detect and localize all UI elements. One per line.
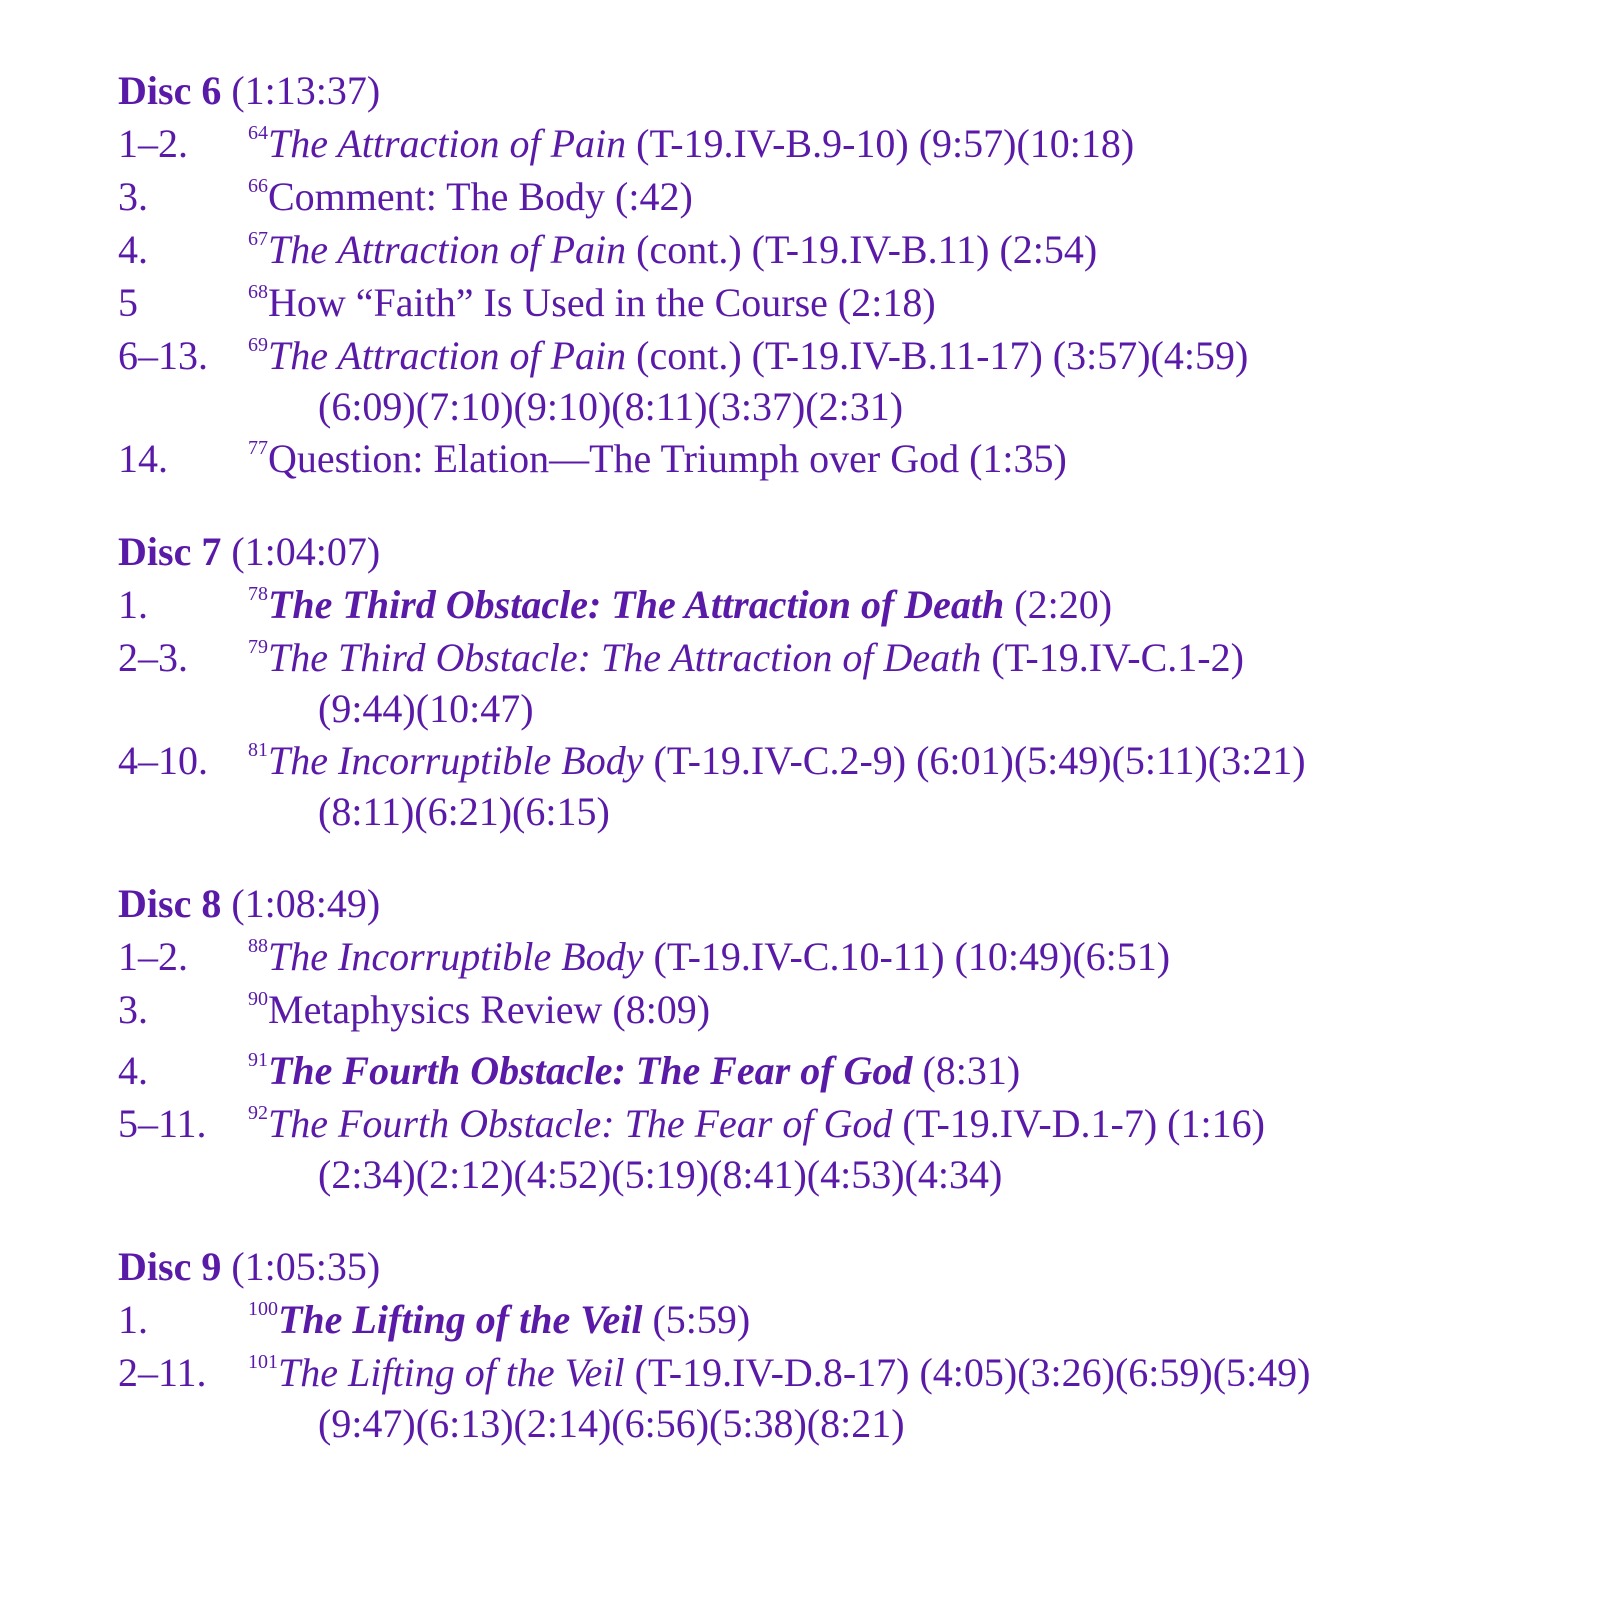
track-number: 4. xyxy=(118,1048,148,1093)
track-number: 1–2. xyxy=(118,934,188,979)
track-details: (T-19.IV-D.1-7) (1:16) xyxy=(892,1101,1265,1146)
disc-label: Disc 6 xyxy=(118,68,222,113)
track-entry xyxy=(118,1346,1558,1449)
disc-label: Disc 9 xyxy=(118,1244,222,1289)
track-entry xyxy=(118,983,1558,1036)
track-number: 3. xyxy=(118,987,148,1032)
track-title: Metaphysics Review xyxy=(268,987,603,1032)
track-title: The Incorruptible Body xyxy=(268,738,644,783)
track-title: The Lifting of the Veil xyxy=(278,1350,625,1395)
track-title: The Attraction of Pain xyxy=(268,121,627,166)
page-reference: 77 xyxy=(248,437,268,459)
track-number: 1–2. xyxy=(118,121,188,166)
track-number: 5 xyxy=(118,280,138,325)
track-number: 14. xyxy=(118,436,168,481)
track-entry xyxy=(118,432,1558,485)
track-entry xyxy=(118,276,1558,329)
track-number: 4–10. xyxy=(118,738,208,783)
track-number: 1. xyxy=(118,1297,148,1342)
track-durations-continued: (2:34)(2:12)(4:52)(5:19)(8:41)(4:53)(4:34) xyxy=(318,1152,1003,1197)
track-details: (T-19.IV-B.9-10) (9:57)(10:18) xyxy=(626,121,1135,166)
track-durations-continued: (8:11)(6:21)(6:15) xyxy=(318,789,610,834)
page-reference: 100 xyxy=(248,1298,278,1320)
track-number: 1. xyxy=(118,582,148,627)
page-reference: 88 xyxy=(248,935,268,957)
track-details: (8:09) xyxy=(602,987,711,1032)
page-reference: 79 xyxy=(248,636,268,658)
disc-header xyxy=(118,525,1558,578)
track-title: The Lifting of the Veil xyxy=(278,1297,643,1342)
track-entry xyxy=(118,1097,1558,1200)
page-reference: 101 xyxy=(248,1351,278,1373)
page-reference: 90 xyxy=(248,988,268,1010)
page-reference: 68 xyxy=(248,281,268,303)
track-entry xyxy=(118,930,1558,983)
track-title: Comment: The Body xyxy=(268,174,606,219)
page-reference: 92 xyxy=(248,1102,268,1124)
track-details: (T-19.IV-C.1-2) xyxy=(981,635,1244,680)
track-details: (cont.) (T-19.IV-B.11) (2:54) xyxy=(626,227,1098,272)
track-details: (cont.) (T-19.IV-B.11-17) (3:57)(4:59) xyxy=(626,333,1249,378)
disc-header xyxy=(118,1240,1558,1293)
page-reference: 69 xyxy=(248,334,268,356)
disc-duration: (1:13:37) xyxy=(231,68,381,113)
track-title: How “Faith” Is Used in the Course xyxy=(268,280,828,325)
disc-9-section xyxy=(118,1240,1558,1449)
track-number: 4. xyxy=(118,227,148,272)
disc-label: Disc 8 xyxy=(118,881,222,926)
page-reference: 67 xyxy=(248,228,268,250)
page-reference: 81 xyxy=(248,739,268,761)
track-listing xyxy=(118,64,1558,1489)
track-details: (2:18) xyxy=(827,280,936,325)
track-number: 5–11. xyxy=(118,1101,207,1146)
track-entry xyxy=(118,329,1558,432)
track-details: (:42) xyxy=(605,174,693,219)
track-entry xyxy=(118,1044,1558,1097)
track-entry xyxy=(118,117,1558,170)
track-number: 3. xyxy=(118,174,148,219)
disc-duration: (1:08:49) xyxy=(231,881,381,926)
track-durations-continued: (9:44)(10:47) xyxy=(318,686,534,731)
track-details: (5:59) xyxy=(642,1297,751,1342)
track-details: (1:35) xyxy=(959,436,1067,481)
track-durations-continued: (9:47)(6:13)(2:14)(6:56)(5:38)(8:21) xyxy=(318,1401,905,1446)
track-entry xyxy=(118,631,1558,734)
track-details: (8:31) xyxy=(912,1048,1021,1093)
track-details: (T-19.IV-C.10-11) (10:49)(6:51) xyxy=(643,934,1171,979)
page-reference: 66 xyxy=(248,175,268,197)
track-title: Question: Elation—The Triumph over God xyxy=(268,436,960,481)
track-entry xyxy=(118,1293,1558,1346)
track-details: (T-19.IV-C.2-9) (6:01)(5:49)(5:11)(3:21) xyxy=(643,738,1306,783)
disc-header xyxy=(118,64,1558,117)
track-durations-continued: (6:09)(7:10)(9:10)(8:11)(3:37)(2:31) xyxy=(318,384,904,429)
page-reference: 91 xyxy=(248,1049,268,1071)
track-details: (2:20) xyxy=(1004,582,1113,627)
track-details: (T-19.IV-D.8-17) (4:05)(3:26)(6:59)(5:49) xyxy=(624,1350,1311,1395)
disc-label: Disc 7 xyxy=(118,529,222,574)
track-title: The Fourth Obstacle: The Fear of God xyxy=(268,1101,893,1146)
page-reference: 64 xyxy=(248,122,268,144)
track-entry xyxy=(118,734,1558,837)
disc-duration: (1:05:35) xyxy=(231,1244,381,1289)
track-number: 6–13. xyxy=(118,333,208,378)
track-entry xyxy=(118,578,1558,631)
track-title: The Third Obstacle: The Attraction of Death xyxy=(268,582,1005,627)
track-number: 2–3. xyxy=(118,635,188,680)
track-title: The Fourth Obstacle: The Fear of God xyxy=(268,1048,913,1093)
disc-8-section xyxy=(118,877,1558,1200)
track-entry xyxy=(118,170,1558,223)
track-entry xyxy=(118,223,1558,276)
disc-header xyxy=(118,877,1558,930)
page-reference: 78 xyxy=(248,583,268,605)
disc-6-section xyxy=(118,64,1558,485)
disc-duration: (1:04:07) xyxy=(231,529,381,574)
track-title: The Attraction of Pain xyxy=(268,227,627,272)
track-title: The Attraction of Pain xyxy=(268,333,627,378)
track-title: The Incorruptible Body xyxy=(268,934,644,979)
track-title: The Third Obstacle: The Attraction of Death xyxy=(268,635,982,680)
track-number: 2–11. xyxy=(118,1350,207,1395)
disc-7-section xyxy=(118,525,1558,837)
